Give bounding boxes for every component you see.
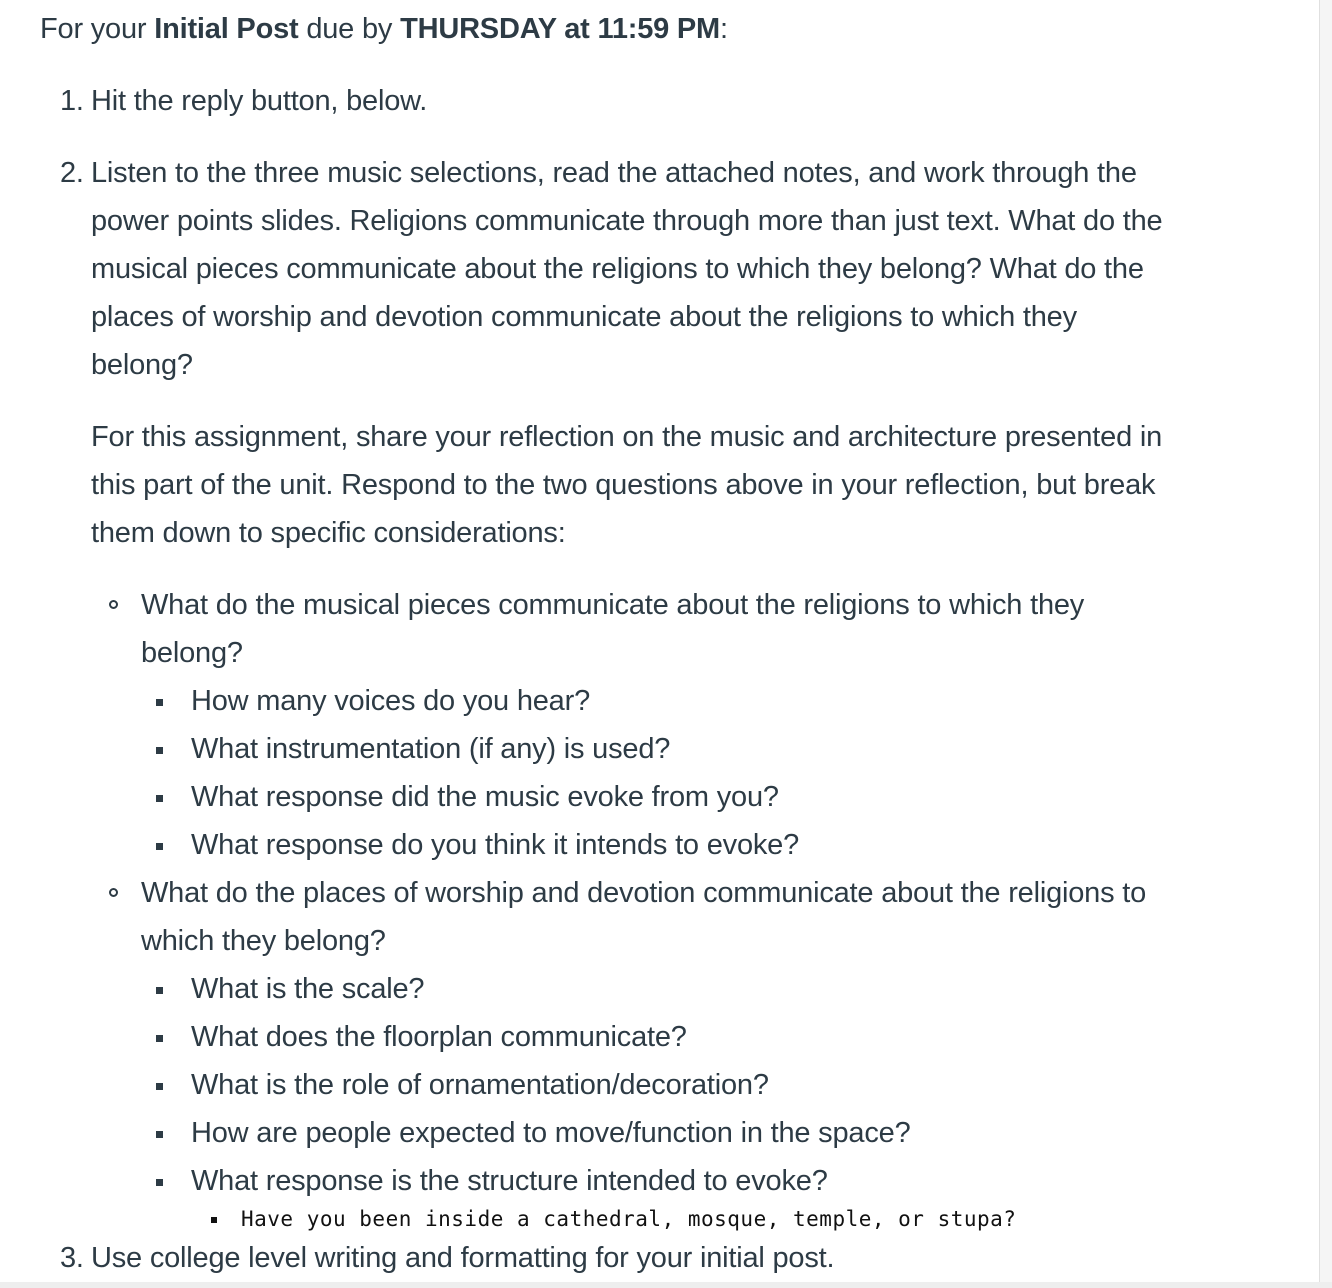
- worship-question-line: What do the places of worship and devotion communicate about the religions to: [141, 877, 1147, 909]
- step-2-number: 2.: [60, 157, 84, 189]
- step-1-number: 1.: [60, 85, 84, 117]
- circle-bullet-icon: [109, 888, 118, 897]
- circle-bullet-icon: [109, 600, 118, 609]
- square-bullet-icon: [156, 1035, 163, 1042]
- bottom-edge: [0, 1282, 1332, 1288]
- step-2-line: belong?: [91, 349, 193, 381]
- heading-deadline: THURSDAY at 11:59 PM: [400, 13, 721, 45]
- small-square-bullet-icon: [211, 1217, 217, 1223]
- music-sub-question: What response did the music evoke from you?: [191, 781, 779, 813]
- step-2-paragraph-line: For this assignment, share your reflection on the music and architecture presented in: [91, 421, 1163, 453]
- worship-sub-question: How are people expected to move/function in the space?: [191, 1117, 911, 1149]
- worship-sub-question: What does the floorplan communicate?: [191, 1021, 687, 1053]
- worship-question-line: which they belong?: [141, 925, 386, 957]
- square-bullet-icon: [156, 1131, 163, 1138]
- square-bullet-icon: [156, 1179, 163, 1186]
- square-bullet-icon: [156, 795, 163, 802]
- square-bullet-icon: [156, 747, 163, 754]
- initial-post-heading: [40, 12, 728, 46]
- worship-sub-question: What is the role of ornamentation/decoration?: [191, 1069, 769, 1101]
- step-3-text: Use college level writing and formatting for your initial post.: [91, 1242, 835, 1274]
- worship-sub-sub-question: Have you been inside a cathedral, mosque, temple, or stupa?: [241, 1207, 1017, 1231]
- square-bullet-icon: [156, 699, 163, 706]
- scrollbar-track[interactable]: [1319, 0, 1332, 1288]
- heading-prefix: For your: [40, 13, 155, 45]
- heading-suffix: :: [720, 13, 728, 45]
- music-question-line: What do the musical pieces communicate about the religions to which they: [141, 589, 1085, 621]
- square-bullet-icon: [156, 987, 163, 994]
- music-sub-question: How many voices do you hear?: [191, 685, 590, 717]
- step-2-line: musical pieces communicate about the religions to which they belong? What do the: [91, 253, 1144, 285]
- worship-sub-question: What response is the structure intended to evoke?: [191, 1165, 828, 1197]
- step-2-line: Listen to the three music selections, read the attached notes, and work through the: [91, 157, 1137, 189]
- heading-middle: due by: [298, 13, 401, 45]
- music-question-line: belong?: [141, 637, 243, 669]
- music-sub-question: What instrumentation (if any) is used?: [191, 733, 671, 765]
- music-sub-question: What response do you think it intends to evoke?: [191, 829, 800, 861]
- step-3-number: 3.: [60, 1242, 84, 1274]
- step-2-paragraph-line: them down to specific considerations:: [91, 517, 566, 549]
- square-bullet-icon: [156, 843, 163, 850]
- step-2-line: power points slides. Religions communicate through more than just text. What do the: [91, 205, 1163, 237]
- worship-sub-question: What is the scale?: [191, 973, 425, 1005]
- step-2-line: places of worship and devotion communicate about the religions to which they: [91, 301, 1077, 333]
- step-2-paragraph-line: this part of the unit. Respond to the two questions above in your reflection, but break: [91, 469, 1156, 501]
- heading-initial-post: Initial Post: [154, 13, 299, 45]
- square-bullet-icon: [156, 1083, 163, 1090]
- step-1-text: Hit the reply button, below.: [91, 85, 428, 117]
